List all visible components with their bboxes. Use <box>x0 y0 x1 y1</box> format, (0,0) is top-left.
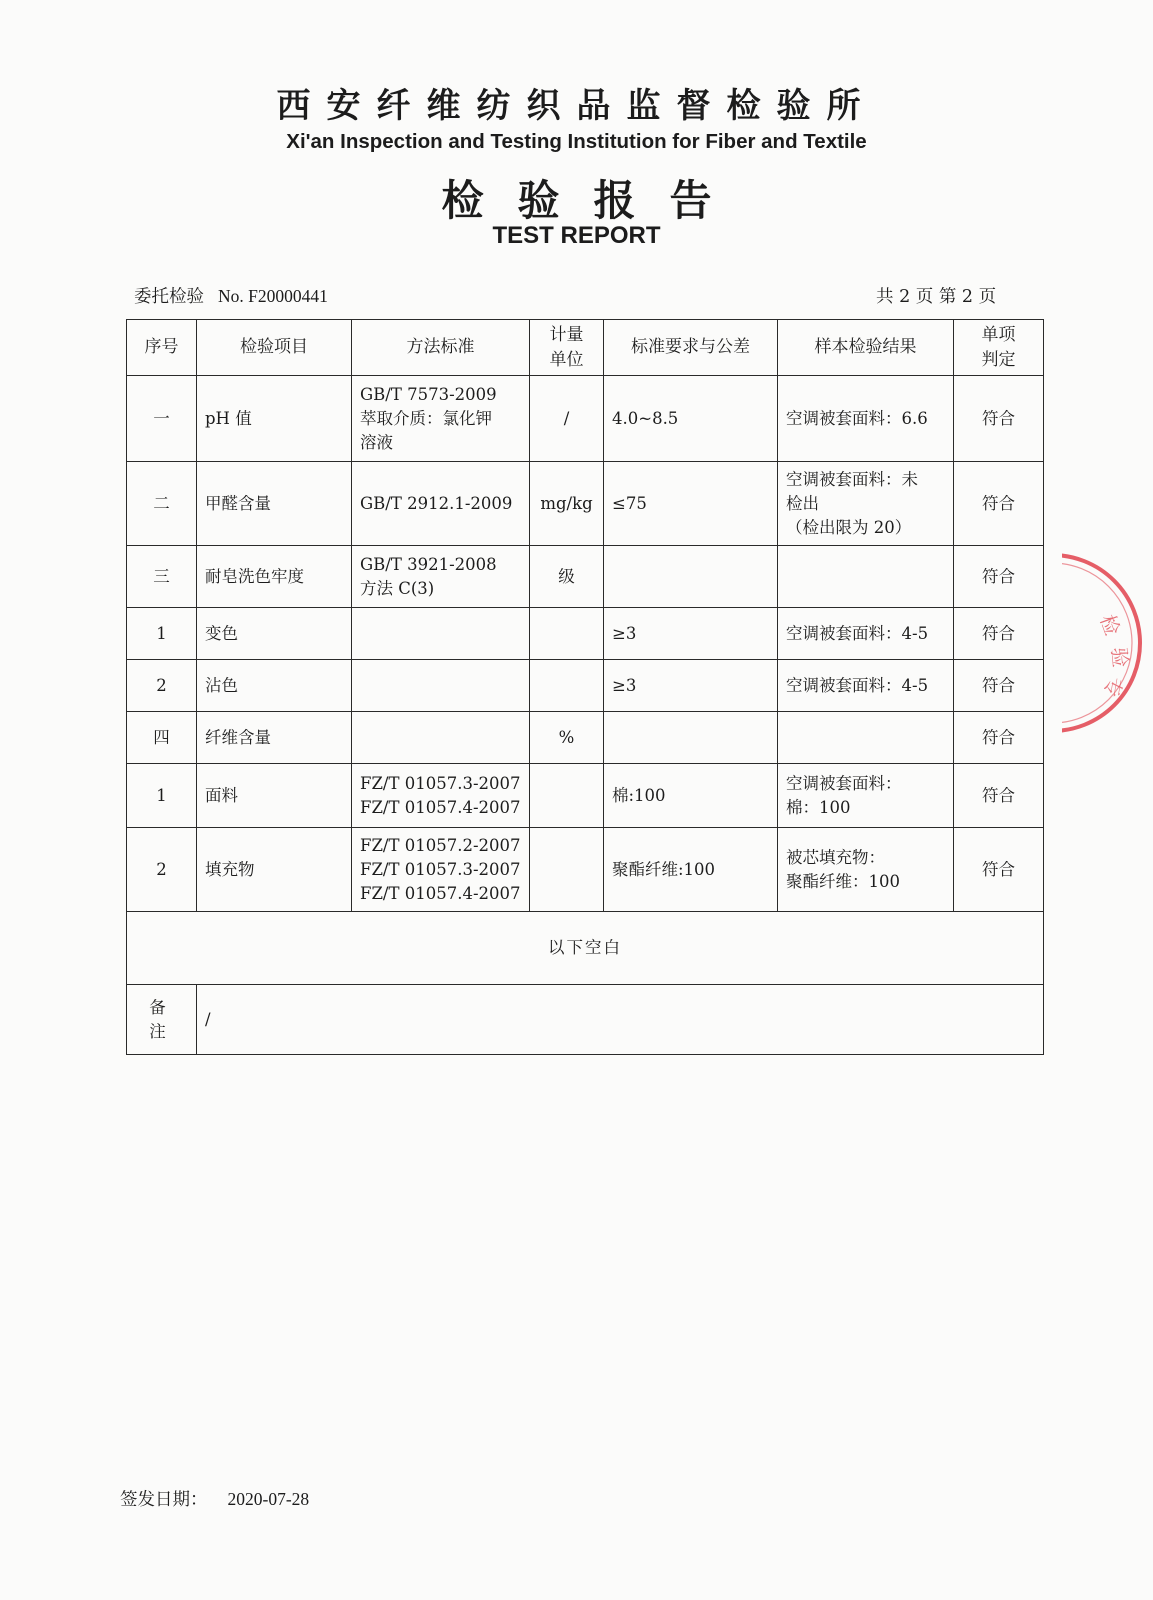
result-line: （检出限为 20） <box>786 517 912 537</box>
table-row <box>127 660 1044 712</box>
row-result <box>778 462 954 546</box>
row-seq: 四 <box>127 712 197 764</box>
table-row <box>127 376 1044 462</box>
row-requirement: ≤75 <box>604 462 778 546</box>
header-judge-line2: 判定 <box>981 349 1016 370</box>
header-seq: 序号 <box>127 320 197 376</box>
method-line: FZ/T 01057.4-2007 <box>360 883 521 903</box>
method-line: FZ/T 01057.4-2007 <box>360 797 521 817</box>
row-requirement <box>604 712 778 764</box>
table-row <box>127 764 1044 828</box>
row-result: 空调被套面料：4-5 <box>778 608 954 660</box>
row-unit: 级 <box>530 546 604 608</box>
svg-text:验: 验 <box>1107 646 1133 669</box>
table-row <box>127 608 1044 660</box>
row-result <box>778 764 954 828</box>
row-judgement: 符合 <box>954 462 1044 546</box>
page-info: 共 2 页 第 2 页 <box>876 287 997 307</box>
method-line: FZ/T 01057.3-2007 <box>360 859 521 879</box>
row-requirement: 4.0~8.5 <box>604 376 778 462</box>
results-table <box>126 319 1044 1055</box>
row-method: GB/T 2912.1-2009 <box>352 462 530 546</box>
institution-name-en: Xi'an Inspection and Testing Institution for Fiber and Textile <box>286 130 867 153</box>
row-requirement: ≥3 <box>604 608 778 660</box>
report-type-line <box>134 283 328 308</box>
remarks-row <box>127 985 1044 1055</box>
row-method <box>352 660 530 712</box>
row-judgement: 符合 <box>954 608 1044 660</box>
row-seq: 一 <box>127 376 197 462</box>
institution-name-cn: 西安纤维纺织品监督检验所 <box>276 86 877 126</box>
header-unit-line2: 单位 <box>549 349 584 370</box>
row-seq: 二 <box>127 462 197 546</box>
row-requirement: 聚酯纤维:100 <box>604 828 778 912</box>
row-judgement: 符合 <box>954 660 1044 712</box>
row-method <box>352 546 530 608</box>
row-seq: 2 <box>127 660 197 712</box>
blank-row <box>127 912 1044 985</box>
svg-text:专: 专 <box>1099 675 1127 699</box>
row-result <box>778 546 954 608</box>
row-judgement: 符合 <box>954 376 1044 462</box>
official-seal-stamp <box>1062 548 1153 738</box>
header-judgement <box>954 320 1044 376</box>
header-judge-line1: 单项 <box>981 325 1016 345</box>
row-method <box>352 712 530 764</box>
report-number: No. F20000441 <box>218 286 328 306</box>
method-line: GB/T 3921-2008 <box>360 554 497 574</box>
svg-text:检: 检 <box>1095 611 1125 639</box>
report-title-cn: 检验报告 <box>441 176 746 225</box>
method-line: GB/T 7573-2009 <box>360 384 497 404</box>
row-unit <box>530 764 604 828</box>
remarks-value: / <box>197 985 1044 1055</box>
row-judgement: 符合 <box>954 712 1044 764</box>
row-unit: / <box>530 376 604 462</box>
row-method <box>352 828 530 912</box>
blank-note: 以下空白 <box>127 912 1044 985</box>
row-method <box>352 764 530 828</box>
report-type: 委托检验 <box>134 287 204 307</box>
row-item: 填充物 <box>197 828 352 912</box>
method-line: 溶液 <box>360 432 393 452</box>
row-item: 纤维含量 <box>197 712 352 764</box>
result-line: 被芯填充物： <box>786 847 885 867</box>
row-item: pH 值 <box>197 376 352 462</box>
issue-date-line <box>120 1486 309 1511</box>
header-item: 检验项目 <box>197 320 352 376</box>
table-header-row <box>127 320 1044 376</box>
row-result <box>778 712 954 764</box>
row-requirement: ≥3 <box>604 660 778 712</box>
row-item: 甲醛含量 <box>197 462 352 546</box>
method-line: FZ/T 01057.2-2007 <box>360 835 521 855</box>
header-requirement: 标准要求与公差 <box>604 320 778 376</box>
result-line: 检出 <box>786 493 819 513</box>
row-seq: 1 <box>127 608 197 660</box>
table-row <box>127 462 1044 546</box>
result-line: 聚酯纤维：100 <box>786 871 900 891</box>
row-result: 空调被套面料：4-5 <box>778 660 954 712</box>
row-judgement: 符合 <box>954 828 1044 912</box>
row-item: 耐皂洗色牢度 <box>197 546 352 608</box>
row-unit: mg/kg <box>530 462 604 546</box>
header-unit <box>530 320 604 376</box>
row-item: 沾色 <box>197 660 352 712</box>
row-judgement: 符合 <box>954 546 1044 608</box>
row-seq: 三 <box>127 546 197 608</box>
row-requirement: 棉:100 <box>604 764 778 828</box>
issue-date-label: 签发日期： <box>120 1490 208 1510</box>
row-result <box>778 828 954 912</box>
row-requirement <box>604 546 778 608</box>
row-unit <box>530 828 604 912</box>
report-title-en: TEST REPORT <box>492 222 661 249</box>
header-method: 方法标准 <box>352 320 530 376</box>
row-result: 空调被套面料：6.6 <box>778 376 954 462</box>
method-line: 方法 C(3) <box>360 578 435 598</box>
table-row <box>127 828 1044 912</box>
row-unit: % <box>530 712 604 764</box>
result-line: 空调被套面料：未 <box>786 469 918 489</box>
table-row <box>127 712 1044 764</box>
header-result: 样本检验结果 <box>778 320 954 376</box>
row-item: 变色 <box>197 608 352 660</box>
row-seq: 2 <box>127 828 197 912</box>
method-line: FZ/T 01057.3-2007 <box>360 773 521 793</box>
row-method <box>352 376 530 462</box>
row-unit <box>530 660 604 712</box>
issue-date: 2020-07-28 <box>227 1489 310 1509</box>
row-item: 面料 <box>197 764 352 828</box>
result-line: 空调被套面料： <box>786 773 902 793</box>
row-unit <box>530 608 604 660</box>
header-unit-line1: 计量 <box>549 325 584 345</box>
row-seq: 1 <box>127 764 197 828</box>
remarks-label: 备 注 <box>127 985 197 1055</box>
result-line: 棉：100 <box>786 797 851 817</box>
row-method <box>352 608 530 660</box>
method-line: 萃取介质：氯化钾 <box>360 408 492 428</box>
row-judgement: 符合 <box>954 764 1044 828</box>
table-row <box>127 546 1044 608</box>
